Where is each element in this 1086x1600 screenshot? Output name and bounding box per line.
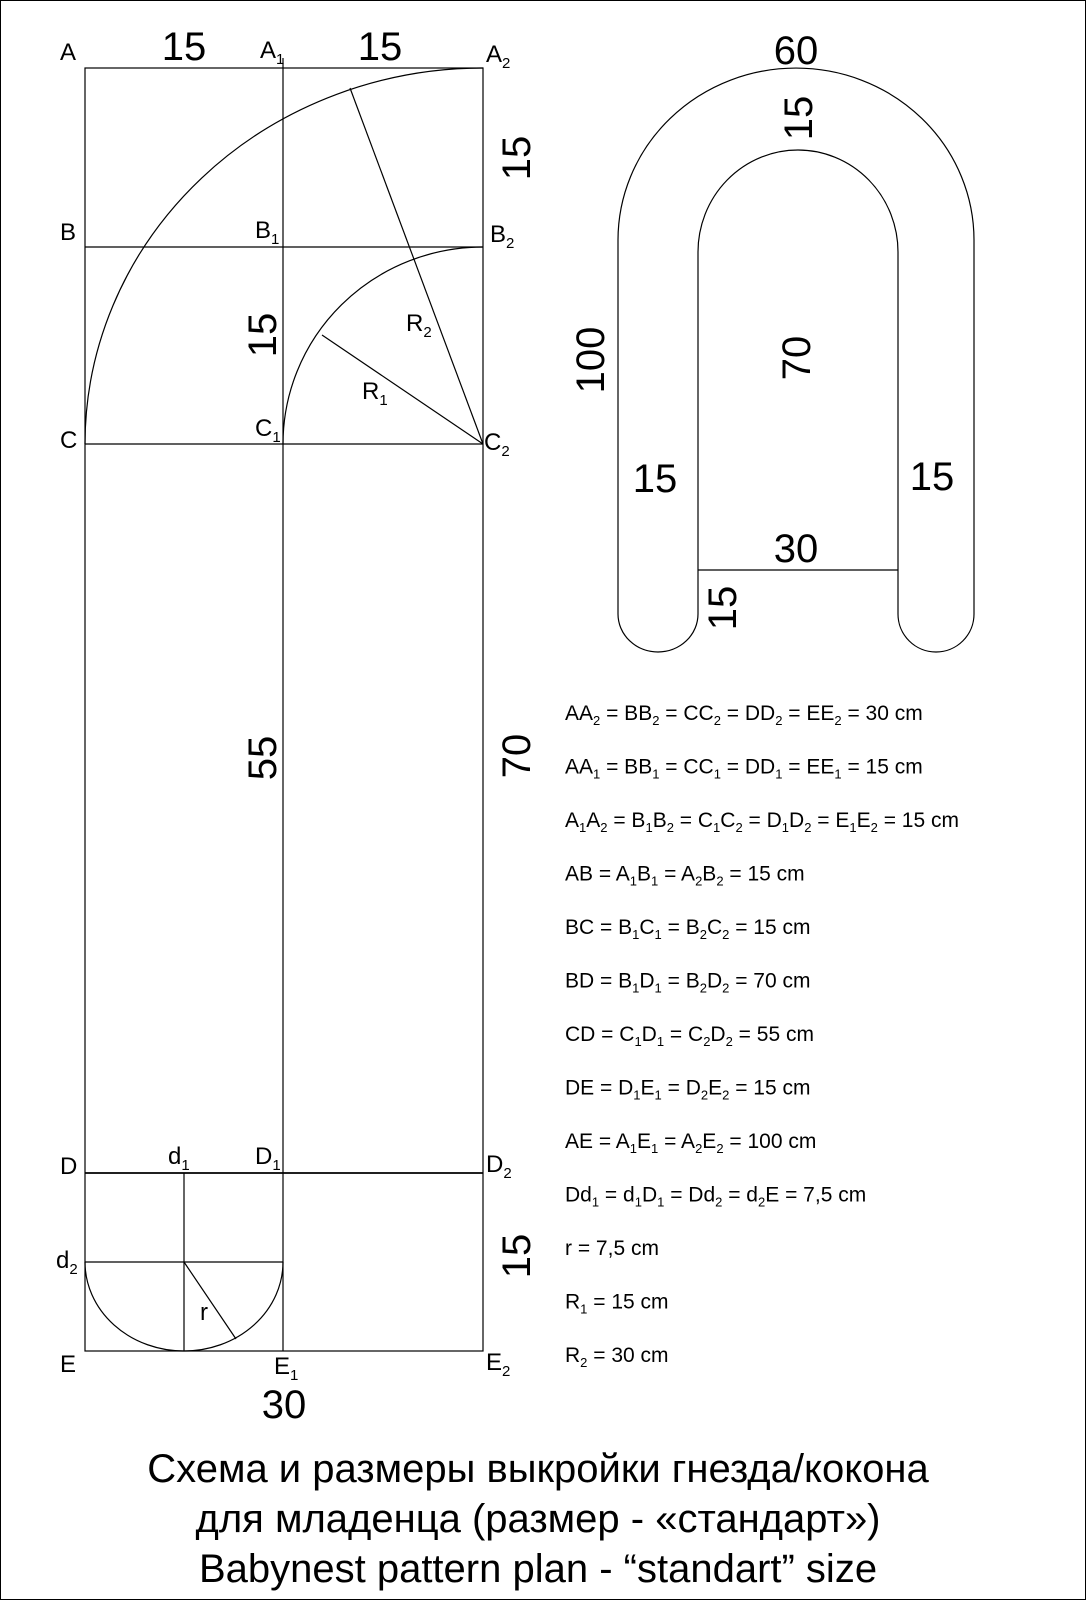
point-label-b2: $B_2$ xyxy=(490,221,515,252)
formula-list xyxy=(565,702,959,1370)
formula-line: $R_1 = 15$ cm xyxy=(565,1290,669,1317)
formula-line: BD = $B_1D_1 = B_2D_2 = 70$ cm xyxy=(565,969,811,996)
point-label-d2-small: $d_2$ xyxy=(56,1247,78,1278)
u-dim-outer-height: 100 xyxy=(569,326,613,394)
u-dim-bottom-width: 15 xyxy=(701,585,745,631)
u-dim-right-width: 15 xyxy=(909,455,955,499)
u-dim-inner-height: 70 xyxy=(775,335,819,381)
formula-line: $A_1A_2 = B_1B_2 = C_1C_2 = D_1D_2 = E_1E_2 = 15$ cm xyxy=(565,809,959,835)
title-line-1: Схема и размеры выкройки гнезда/кокона xyxy=(147,1447,929,1491)
formula-line: $R_2 = 30$ cm xyxy=(565,1344,669,1370)
u-dim-top-width: 15 xyxy=(777,95,821,141)
pattern-drawing xyxy=(85,58,483,1351)
formula-line: CD = $C_1D_1 = C_2D_2 = 55$ cm xyxy=(565,1023,814,1049)
formula-line: AB = $A_1B_1 = A_2B_2 = 15$ cm xyxy=(565,862,805,889)
radius-label-r: r xyxy=(200,1299,208,1326)
formula-line: $AA_1 = BB_1 = CC_1 = DD_1 = EE_1 = 15$ cm xyxy=(565,755,923,782)
point-label-a1: $A_1$ xyxy=(260,37,285,68)
radius-label-r1: $R_1$ xyxy=(362,378,388,409)
pattern-outline xyxy=(85,68,483,1351)
u-dim-top: 60 xyxy=(773,29,819,73)
dim-bottom: 30 xyxy=(261,1383,307,1427)
point-label-e2: $E_2$ xyxy=(486,1349,511,1380)
point-label-a: A xyxy=(60,39,77,66)
title-block xyxy=(147,1447,929,1591)
point-label-c1: $C_1$ xyxy=(255,415,281,446)
formula-line: $AA_2 = BB_2 = CC_2 = DD_2 = EE_2 = 30$ cm xyxy=(565,702,923,728)
point-label-e: E xyxy=(60,1351,77,1378)
u-dim-left-width: 15 xyxy=(632,457,678,501)
point-label-c2: $C_2$ xyxy=(484,429,510,460)
point-label-c: C xyxy=(60,427,78,454)
dim-right-upper: 15 xyxy=(495,135,539,181)
title-line-2: для младенца (размер - «стандарт») xyxy=(195,1497,881,1541)
formula-line: BC = $B_1C_1 = B_2C_2 = 15$ cm xyxy=(565,916,811,942)
formula-line: DE = $D_1E_1 = D_2E_2 = 15$ cm xyxy=(565,1076,811,1103)
point-label-a2: $A_2$ xyxy=(486,41,511,72)
title-line-3: Babynest pattern plan - “standart” size xyxy=(198,1547,878,1591)
dim-top-left: 15 xyxy=(161,25,207,69)
arc-r1 xyxy=(283,247,483,444)
formula-line: $Dd_1 = d_1D_1 = Dd_2 = d_2E = 7,5$ cm xyxy=(565,1183,867,1210)
radius-r1-line xyxy=(322,335,483,444)
point-label-b1: $B_1$ xyxy=(255,217,280,248)
dim-right-lower: 15 xyxy=(495,1233,539,1279)
point-label-b: B xyxy=(60,219,77,246)
u-dim-inner-bottom: 30 xyxy=(773,527,819,571)
dim-middle-long: 55 xyxy=(241,735,285,781)
dim-right-long: 70 xyxy=(495,733,539,779)
point-labels xyxy=(56,37,514,1384)
point-label-e1: $E_1$ xyxy=(274,1353,299,1384)
formula-line: AE = $A_1E_1 = A_2E_2 = 100$ cm xyxy=(565,1130,817,1156)
point-label-d1-small: $d_1$ xyxy=(168,1143,190,1174)
u-shape-dimensions xyxy=(569,29,954,630)
point-label-d: D xyxy=(60,1153,78,1180)
radius-label-r2: $R_2$ xyxy=(406,310,432,341)
formula-line: r = 7,5 cm xyxy=(565,1237,659,1260)
point-label-d2: $D_2$ xyxy=(486,1151,512,1182)
radius-r-line xyxy=(184,1262,236,1339)
dim-middle-upper: 15 xyxy=(241,312,285,358)
point-label-d1: $D_1$ xyxy=(255,1143,281,1174)
dim-top-right: 15 xyxy=(357,25,403,69)
